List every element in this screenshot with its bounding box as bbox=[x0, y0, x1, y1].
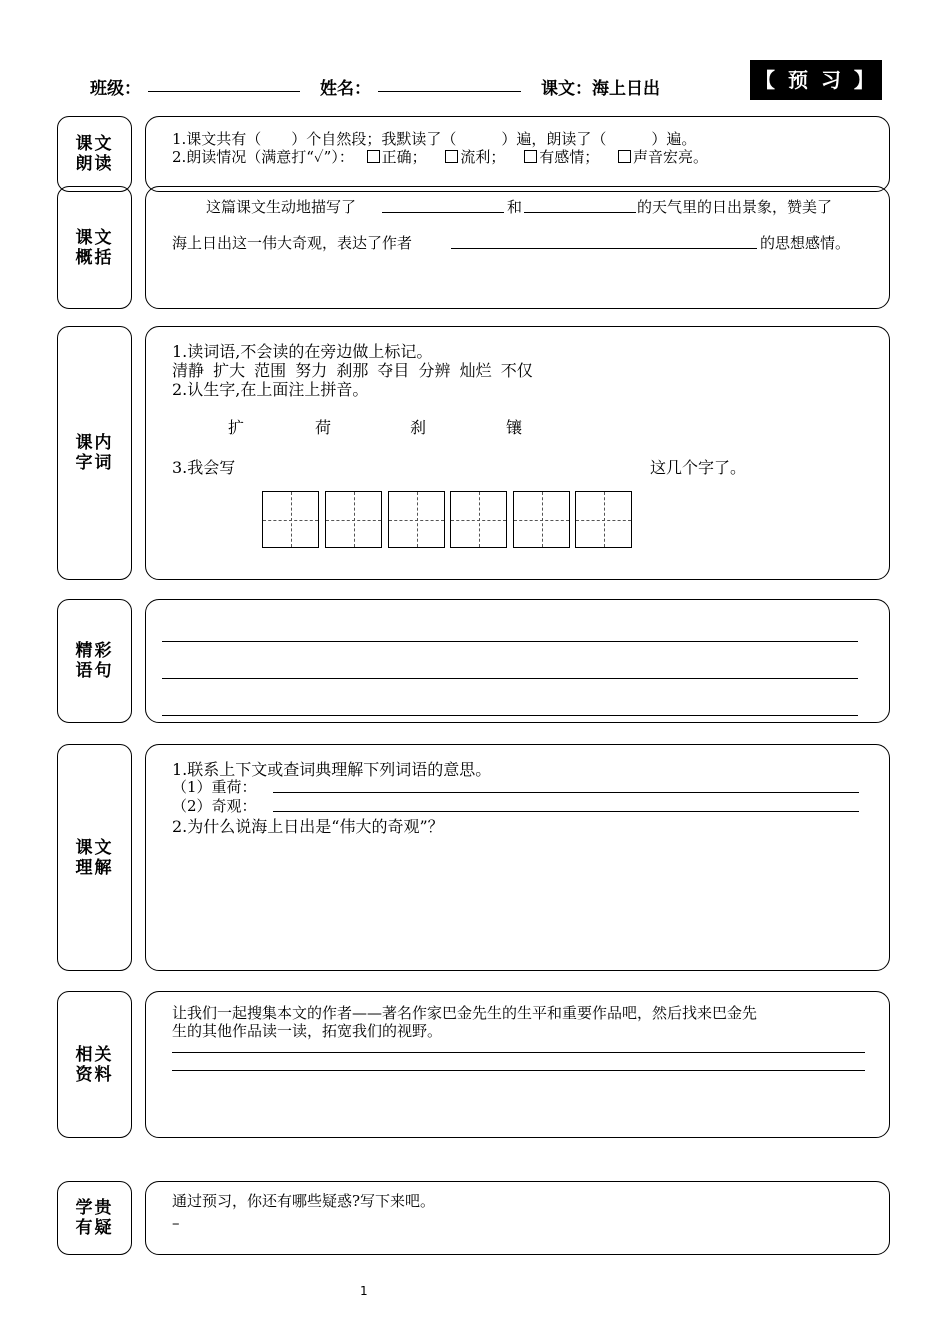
understanding-sub2: （2）奇观： bbox=[172, 797, 257, 815]
summary-text-b: 和 bbox=[507, 198, 523, 216]
materials-line1: 让我们一起搜集本文的作者——著名作家巴金先生的生平和重要作品吧，然后找来巴金先 bbox=[172, 1004, 758, 1022]
page-number: 1 bbox=[360, 1284, 368, 1298]
sentence-writing-line[interactable] bbox=[162, 715, 858, 716]
summary-blank-1[interactable] bbox=[382, 212, 504, 213]
materials-writing-line[interactable] bbox=[172, 1052, 865, 1053]
summary-text-a: 这篇课文生动地描写了 bbox=[206, 198, 357, 216]
writing-grid-cell[interactable] bbox=[450, 491, 507, 548]
reading-line1: 1.课文共有（ ）个自然段；我默读了（ ）遍，朗读了（ ）遍。 bbox=[172, 130, 697, 148]
char-2: 荷 bbox=[315, 418, 332, 437]
option-emotion: 有感情； bbox=[539, 148, 600, 166]
writing-grid-cell[interactable] bbox=[325, 491, 382, 548]
section-label-summary: 课文概括 bbox=[57, 186, 132, 309]
name-input-line[interactable] bbox=[378, 91, 521, 92]
summary-text-c: 的天气里的日出景象，赞美了 bbox=[637, 198, 833, 216]
summary-blank-2[interactable] bbox=[524, 212, 636, 213]
name-label: 姓名： bbox=[320, 79, 371, 99]
understanding-blank-1[interactable] bbox=[273, 792, 859, 793]
option-loud: 声音宏亮。 bbox=[633, 148, 709, 166]
sentence-writing-line[interactable] bbox=[162, 678, 858, 679]
class-input-line[interactable] bbox=[148, 91, 300, 92]
char-3: 刹 bbox=[410, 418, 427, 437]
section-label-understanding: 课文理解 bbox=[57, 744, 132, 971]
words-item1: 1.读词语,不会读的在旁边做上标记。 bbox=[172, 342, 433, 361]
understanding-item1: 1.联系上下文或查词典理解下列词语的意思。 bbox=[172, 760, 492, 779]
checkbox-correct[interactable] bbox=[367, 150, 380, 163]
class-label: 班级： bbox=[90, 79, 141, 99]
questions-line1: 通过预习，你还有哪些疑惑?写下来吧。 bbox=[172, 1192, 436, 1210]
reading-line2 bbox=[172, 146, 708, 167]
lesson-title: 课文：海上日出 bbox=[541, 79, 660, 99]
words-item3-b: 这几个字了。 bbox=[650, 458, 747, 477]
section-label-questions: 学贵有疑 bbox=[57, 1181, 132, 1255]
words-list: 清静 扩大 范围 努力 刹那 夺目 分辨 灿烂 不仅 bbox=[172, 361, 533, 380]
summary-text-d: 海上日出这一伟大奇观，表达了作者 bbox=[172, 234, 413, 252]
section-label-materials: 相关资料 bbox=[57, 991, 132, 1138]
section-label-words: 课内字词 bbox=[57, 326, 132, 580]
checkbox-loud[interactable] bbox=[618, 150, 631, 163]
understanding-item2: 2.为什么说海上日出是“伟大的奇观”？ bbox=[172, 817, 444, 836]
option-fluent: 流利； bbox=[460, 148, 506, 166]
materials-line2: 生的其他作品读一读，拓宽我们的视野。 bbox=[172, 1022, 443, 1040]
section-label-sentences: 精彩语句 bbox=[57, 599, 132, 723]
section-label-reading: 课文朗读 bbox=[57, 116, 132, 192]
sentence-writing-line[interactable] bbox=[162, 641, 858, 642]
materials-writing-line[interactable] bbox=[172, 1070, 865, 1071]
summary-text-e: 的思想感情。 bbox=[760, 234, 851, 252]
words-item2: 2.认生字,在上面注上拼音。 bbox=[172, 380, 369, 399]
option-correct: 正确； bbox=[381, 148, 427, 166]
writing-grid-cell[interactable] bbox=[262, 491, 319, 548]
understanding-sub1: （1）重荷： bbox=[172, 778, 257, 796]
understanding-blank-2[interactable] bbox=[273, 811, 859, 812]
questions-line2[interactable]: – bbox=[172, 1214, 180, 1232]
preview-badge: 【 预 习 】 bbox=[750, 60, 882, 100]
checkbox-fluent[interactable] bbox=[445, 150, 458, 163]
char-1: 扩 bbox=[228, 418, 245, 437]
writing-grid-cell[interactable] bbox=[513, 491, 570, 548]
summary-blank-3[interactable] bbox=[451, 248, 757, 249]
writing-grid-cell[interactable] bbox=[388, 491, 445, 548]
checkbox-emotion[interactable] bbox=[524, 150, 537, 163]
char-4: 镶 bbox=[506, 418, 523, 437]
writing-grid-cell[interactable] bbox=[575, 491, 632, 548]
sentences-panel bbox=[145, 599, 890, 723]
words-item3-a: 3.我会写 bbox=[172, 458, 236, 477]
reading-line2-prefix: 2.朗读情况（满意打“✓”）： bbox=[172, 148, 354, 166]
